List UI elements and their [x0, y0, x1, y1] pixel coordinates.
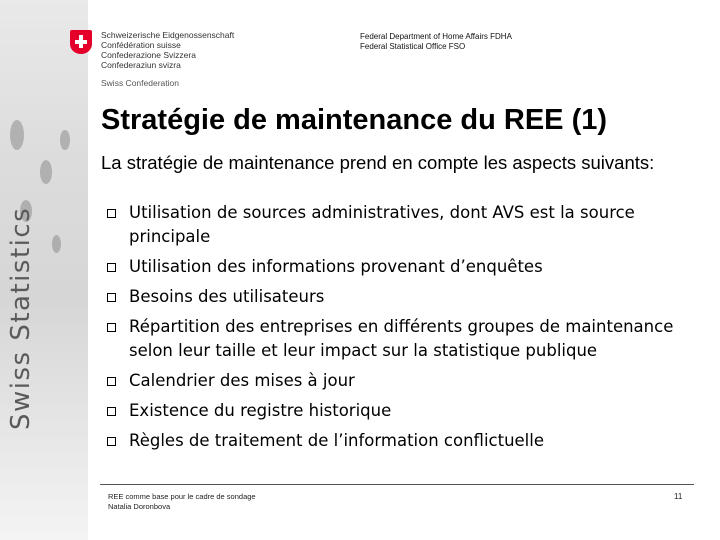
list-item: [107, 315, 707, 363]
bullet-square-icon: [107, 377, 116, 386]
sidebar-photo-strip: [0, 0, 88, 540]
bullet-list: [107, 201, 707, 459]
list-item: [107, 285, 707, 309]
bullet-square-icon: [107, 209, 116, 218]
footer-block: [108, 492, 256, 512]
bullet-square-icon: [107, 407, 116, 416]
list-item-text: Calendrier des mises à jour: [129, 371, 355, 390]
slide-intro: La stratégie de maintenance prend en compte les aspects suivants:: [101, 152, 655, 173]
department-line: Federal Statistical Office FSO: [360, 42, 466, 51]
list-item-text: Existence du registre historique: [129, 401, 392, 420]
confederation-line: Schweizerische Eidgenossenschaft: [101, 30, 235, 40]
slide-title: Stratégie de maintenance du REE (1): [101, 104, 608, 136]
bullet-square-icon: [107, 437, 116, 446]
confederation-block: [101, 30, 234, 88]
confederation-line: Confederazione Svizzera: [101, 50, 196, 60]
bullet-square-icon: [107, 293, 116, 302]
crowd-figure: [52, 235, 61, 253]
list-item: [107, 399, 707, 423]
confederation-line: Confédération suisse: [101, 40, 181, 50]
list-item-text: Utilisation des informations provenant d’enquêtes: [129, 257, 543, 276]
confederation-line: Confederaziun svizra: [101, 60, 181, 70]
swiss-flag-icon: [70, 30, 92, 54]
list-item-text: Répartition des entreprises en différents groupes de maintenance selon leur taille et leur impact sur la statistique publique: [129, 317, 674, 360]
crowd-figure: [60, 130, 70, 150]
footer-line: REE comme base pour le cadre de sondage: [108, 492, 256, 501]
footer-author: Natalia Doronbova: [108, 502, 171, 511]
crowd-figure: [10, 120, 24, 150]
list-item-text: Utilisation de sources administratives, dont AVS est la source principale: [129, 203, 635, 246]
list-item: [107, 255, 707, 279]
sidebar-label: Swiss Statistics: [6, 206, 36, 430]
footer-divider: [100, 484, 694, 485]
crowd-figure: [40, 160, 52, 184]
list-item-text: Règles de traitement de l’information conflictuelle: [129, 431, 545, 450]
confederation-english: Swiss Confederation: [101, 78, 179, 88]
department-line: Federal Department of Home Affairs FDHA: [360, 32, 512, 41]
page-number: 11: [674, 492, 683, 501]
list-item: [107, 429, 707, 453]
list-item: [107, 201, 707, 249]
list-item-text: Besoins des utilisateurs: [129, 287, 325, 306]
department-block: [360, 32, 512, 52]
list-item: [107, 369, 707, 393]
bullet-square-icon: [107, 323, 116, 332]
bullet-square-icon: [107, 263, 116, 272]
